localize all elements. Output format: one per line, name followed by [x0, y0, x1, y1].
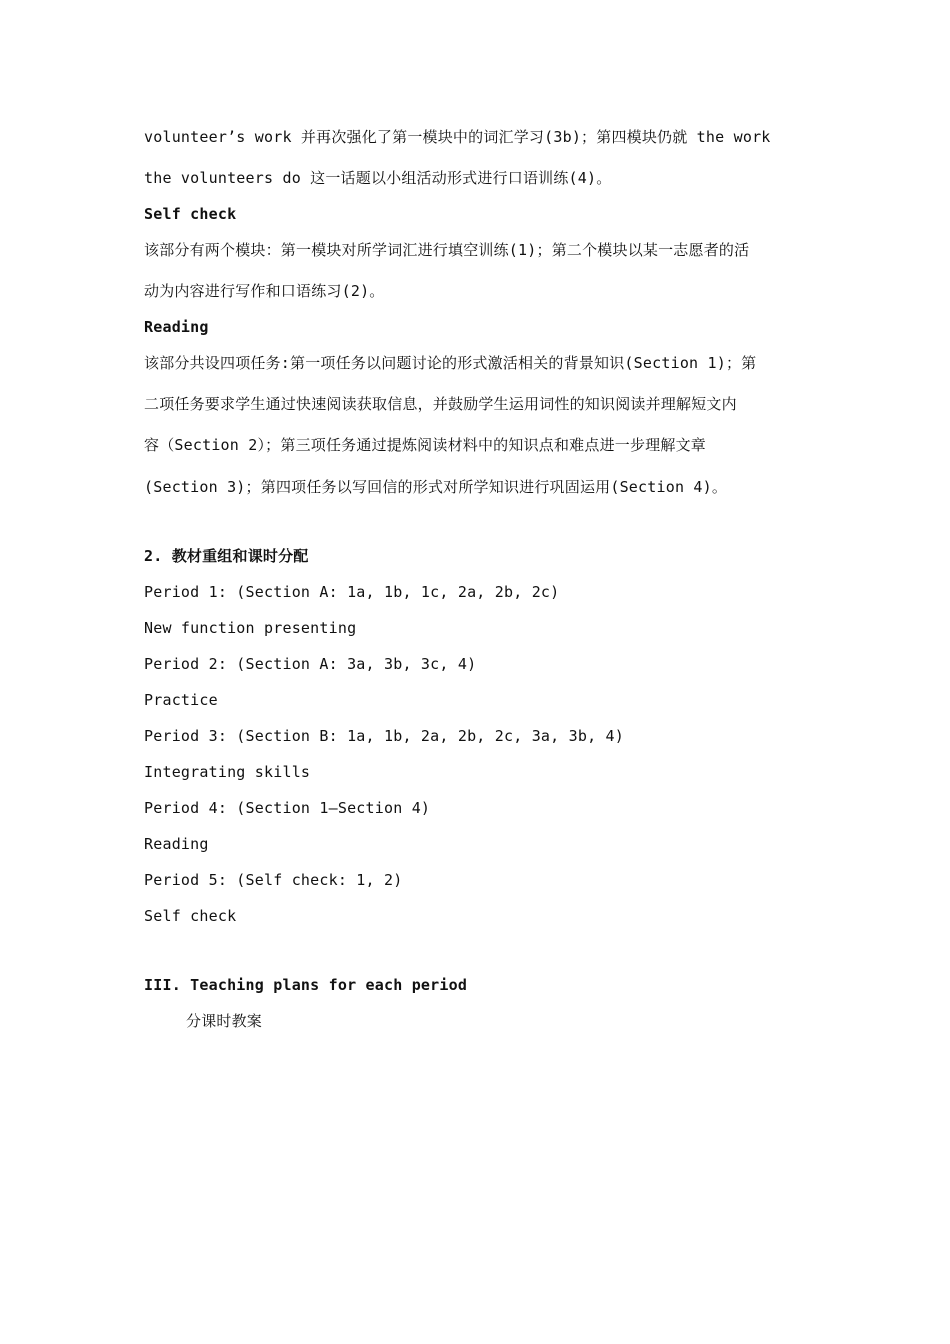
period-line: Period 2: (Section A: 3a, 3b, 3c, 4): [144, 655, 477, 673]
paragraph-line: (Section 3)；第四项任务以写回信的形式对所学知识进行巩固运用(Section 4)。: [144, 478, 728, 496]
period-line: Period 5: (Self check: 1, 2): [144, 871, 403, 889]
paragraph-line: 该部分有两个模块：第一模块对所学词汇进行填空训练(1)；第二个模块以某一志愿者的活: [144, 241, 750, 259]
paragraph-line: volunteer’s work 并再次强化了第一模块中的词汇学习(3b)；第四模块仍就 the work: [144, 128, 771, 146]
period-type: New function presenting: [144, 619, 357, 637]
section-3-subheading: 分课时教案: [186, 1012, 263, 1030]
reading-heading: Reading: [144, 318, 209, 336]
self-check-heading: Self check: [144, 205, 237, 223]
paragraph-line: 二项任务要求学生通过快速阅读获取信息，并鼓励学生运用词性的知识阅读并理解短文内: [144, 395, 737, 413]
period-type: Reading: [144, 835, 209, 853]
paragraph-line: 动为内容进行写作和口语练习(2)。: [144, 282, 385, 300]
paragraph-line: the volunteers do 这一话题以小组活动形式进行口语训练(4)。: [144, 169, 612, 187]
period-type: Self check: [144, 907, 237, 925]
paragraph-line: 该部分共设四项任务:第一项任务以问题讨论的形式激活相关的背景知识(Section 1)；第: [144, 354, 757, 372]
period-line: Period 3: (Section B: 1a, 1b, 2a, 2b, 2c, 3a, 3b, 4): [144, 727, 624, 745]
section-2-heading: 2. 教材重组和课时分配: [144, 547, 309, 565]
paragraph-line: 容（Section 2）；第三项任务通过提炼阅读材料中的知识点和难点进一步理解文章: [144, 436, 706, 454]
period-line: Period 4: (Section 1—Section 4): [144, 799, 431, 817]
section-3-heading: III. Teaching plans for each period: [144, 976, 468, 994]
period-line: Period 1: (Section A: 1a, 1b, 1c, 2a, 2b, 2c): [144, 583, 560, 601]
period-type: Integrating skills: [144, 763, 311, 781]
period-type: Practice: [144, 691, 218, 709]
